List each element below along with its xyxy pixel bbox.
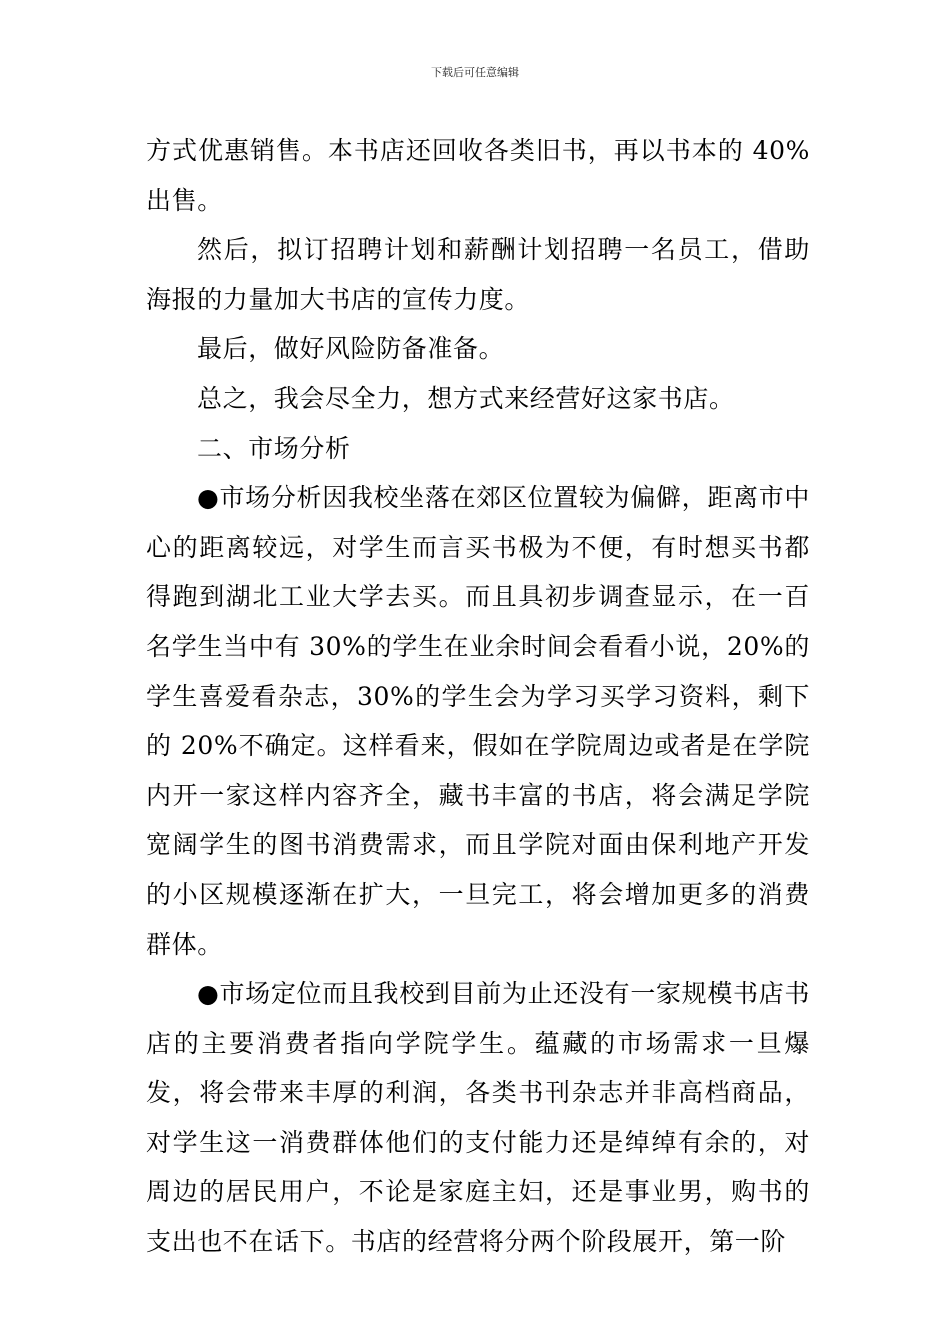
paragraph-continuation: 方式优惠销售。本书店还回收各类旧书，再以书本的 40%出售。 bbox=[146, 136, 810, 215]
paragraph-market-analysis: ●市场分析因我校坐落在郊区位置较为偏僻，距离市中心的距离较远，对学生而言买书极为不便，有时想买书都得跑到湖北工业大学去买。而且具初步调查显示，在一百名学生当中有 30%的学生在业余时间会看看小说，20%的学生喜爱看杂志，30%的学生会为学习买学习资料，剩下的 20%不确定。这样看来，假如在学院周边或者是在学院内开一家这样内容齐全，藏书丰富的书店，将会满足学院宽阔学生的图书消费需求，而且学院对面由保利地产开发的小区规模逐渐在扩大，一旦完工，将会增加更多的消费群体。 bbox=[146, 483, 810, 959]
paragraph-summary: 总之，我会尽全力，想方式来经营好这家书店。 bbox=[197, 383, 735, 413]
paragraph-recruitment: 然后，拟订招聘计划和薪酬计划招聘一名员工，借助海报的力量加大书店的宣传力度。 bbox=[146, 235, 810, 314]
paragraph-risk: 最后，做好风险防备准备。 bbox=[197, 334, 505, 364]
page-header: 下载后可任意编辑 bbox=[431, 66, 519, 79]
section-heading-market-analysis: 二、市场分析 bbox=[197, 433, 351, 463]
document-body bbox=[146, 126, 810, 1267]
paragraph-market-positioning: ●市场定位而且我校到目前为止还没有一家规模书店书店的主要消费者指向学院学生。蕴藏的市场需求一旦爆发，将会带来丰厚的利润，各类书刊杂志并非高档商品，对学生这一消费群体他们的支付能力还是绰绰有余的，对周边的居民用户，不论是家庭主妇，还是事业男，购书的支出也不在话下。书店的经营将分两个阶段展开，第一阶 bbox=[146, 979, 810, 1257]
